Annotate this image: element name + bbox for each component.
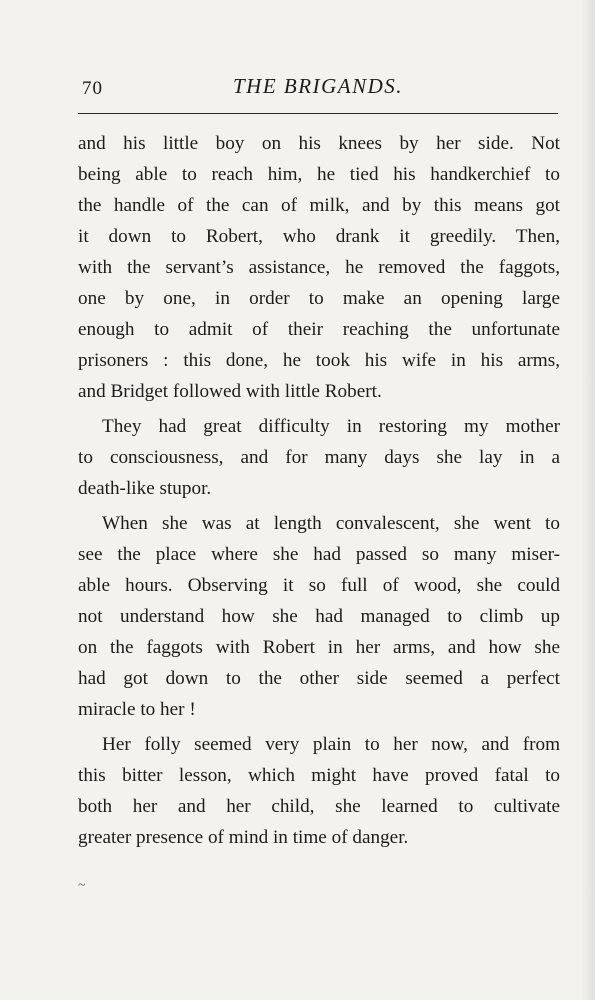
page-number: 70 [82, 78, 103, 99]
text-line: the handle of the can of milk, and by this means got [78, 195, 560, 216]
paragraph [78, 411, 560, 504]
text-line: prisoners : this done, he took his wife in his arms, [78, 350, 560, 371]
ornament-mark: ~ [78, 878, 86, 893]
running-title: THE BRIGANDS. [233, 74, 403, 98]
text-line: with the servant’s assistance, he removed the faggots, [78, 257, 560, 278]
body-text [78, 128, 560, 857]
text-line: on the faggots with Robert in her arms, and how she [78, 637, 560, 658]
running-head [78, 74, 558, 104]
text-line: and his little boy on his knees by her side. Not [78, 133, 560, 154]
text-line: and Bridget followed with little Robert. [78, 381, 382, 402]
text-line: being able to reach him, he tied his handkerchief to [78, 164, 560, 185]
text-line: had got down to the other side seemed a perfect [78, 668, 560, 689]
text-line: greater presence of mind in time of danger. [78, 827, 409, 848]
text-line: both her and her child, she learned to cultivate [78, 796, 560, 817]
paragraph [78, 508, 560, 725]
text-line: it down to Robert, who drank it greedily. Then, [78, 226, 560, 247]
text-line: death-like stupor. [78, 478, 212, 499]
paragraph [78, 729, 560, 853]
text-line: Her folly seemed very plain to her now, and from [102, 734, 560, 755]
paragraph [78, 128, 560, 407]
text-line: enough to admit of their reaching the unfortunate [78, 319, 560, 340]
header-rule [78, 113, 558, 114]
text-line: not understand how she had managed to climb up [78, 606, 560, 627]
text-line: see the place where she had passed so many miser- [78, 544, 560, 565]
text-line: this bitter lesson, which might have proved fatal to [78, 765, 560, 786]
text-line: They had great difficulty in restoring my mother [102, 416, 560, 437]
text-line: able hours. Observing it so full of wood, she could [78, 575, 560, 596]
text-line: When she was at length convalescent, she went to [102, 513, 560, 534]
text-line: one by one, in order to make an opening large [78, 288, 560, 309]
text-line: miracle to her ! [78, 699, 196, 720]
text-line: to consciousness, and for many days she lay in a [78, 447, 560, 468]
page-edge-shadow [581, 0, 595, 1000]
